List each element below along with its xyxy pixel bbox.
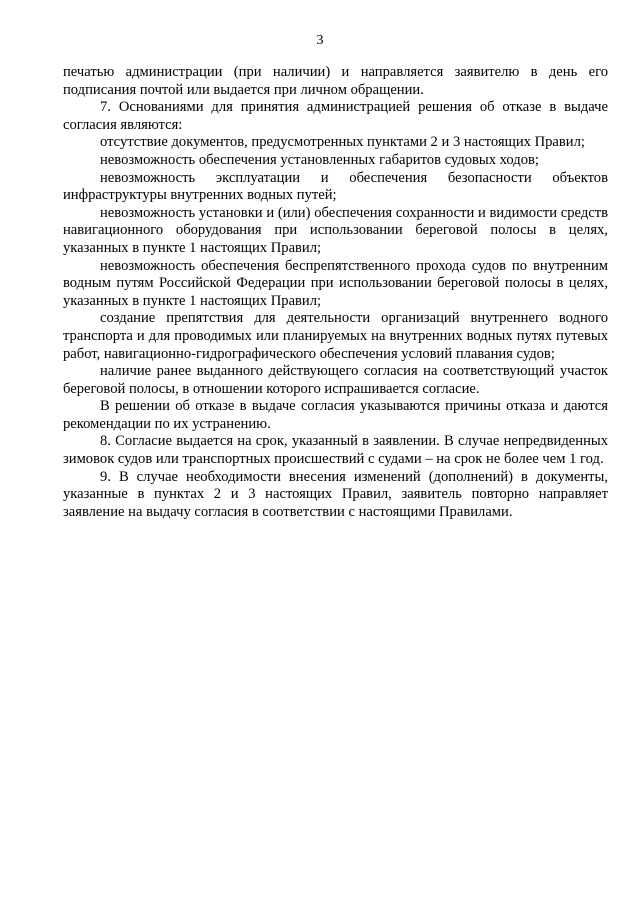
paragraph-item-7: 7. Основаниями для принятия администрацией решения об отказе в выдаче согласия являются: bbox=[63, 99, 608, 133]
paragraph-ground-infrastructure-safety: невозможность эксплуатации и обеспечения безопасности объектов инфраструктуры внутренних водных путей; bbox=[63, 169, 608, 204]
paragraph-ground-transport-obstruction: создание препятствия для деятельности организаций внутреннего водного транспорта и для проводимых или планируемых на внутренних водных путях путевых работ, навигационно-гидрографического обеспечения условий плавания судов; bbox=[63, 310, 608, 362]
paragraph-ground-navigation-equipment: невозможность установки и (или) обеспечения сохранности и видимости средств навигационного оборудования при использовании береговой полосы в целях, указанных в пункте 1 настоящих Правил; bbox=[63, 204, 608, 256]
paragraph-item-9: 9. В случае необходимости внесения изменений (дополнений) в документы, указанные в пунктах 2 и 3 настоящих Правил, заявитель повторно направляет заявление на выдачу согласия в соответствии с настоящими Правилами. bbox=[63, 468, 608, 520]
paragraph-ground-existing-consent: наличие ранее выданного действующего согласия на соответствующий участок береговой полосы, в отношении которого испрашивается согласие. bbox=[63, 363, 608, 397]
paragraph-item-8: 8. Согласие выдается на срок, указанный в заявлении. В случае непредвиденных зимовок судов или транспортных происшествий с судами – на срок не более чем 1 год. bbox=[63, 433, 608, 468]
page-number: 3 bbox=[316, 33, 324, 48]
paragraph-ground-missing-documents: отсутствие документов, предусмотренных пунктами 2 и 3 настоящих Правил; bbox=[100, 134, 585, 151]
paragraph-ground-channel-dimensions: невозможность обеспечения установленных габаритов судовых ходов; bbox=[100, 151, 539, 168]
paragraph-refusal-reasons: В решении об отказе в выдаче согласия указываются причины отказа и даются рекомендации по их устранению. bbox=[63, 398, 608, 432]
paragraph-continuation: печатью администрации (при наличии) и направляется заявителю в день его подписания почтой или выдается при личном обращении. bbox=[63, 64, 608, 98]
paragraph-ground-vessel-passage: невозможность обеспечения беспрепятственного прохода судов по внутренним водным путям Российской Федерации при использовании береговой полосы в целях, указанных в пункте 1 настоящих Правил; bbox=[63, 257, 608, 309]
document-body bbox=[63, 64, 608, 521]
